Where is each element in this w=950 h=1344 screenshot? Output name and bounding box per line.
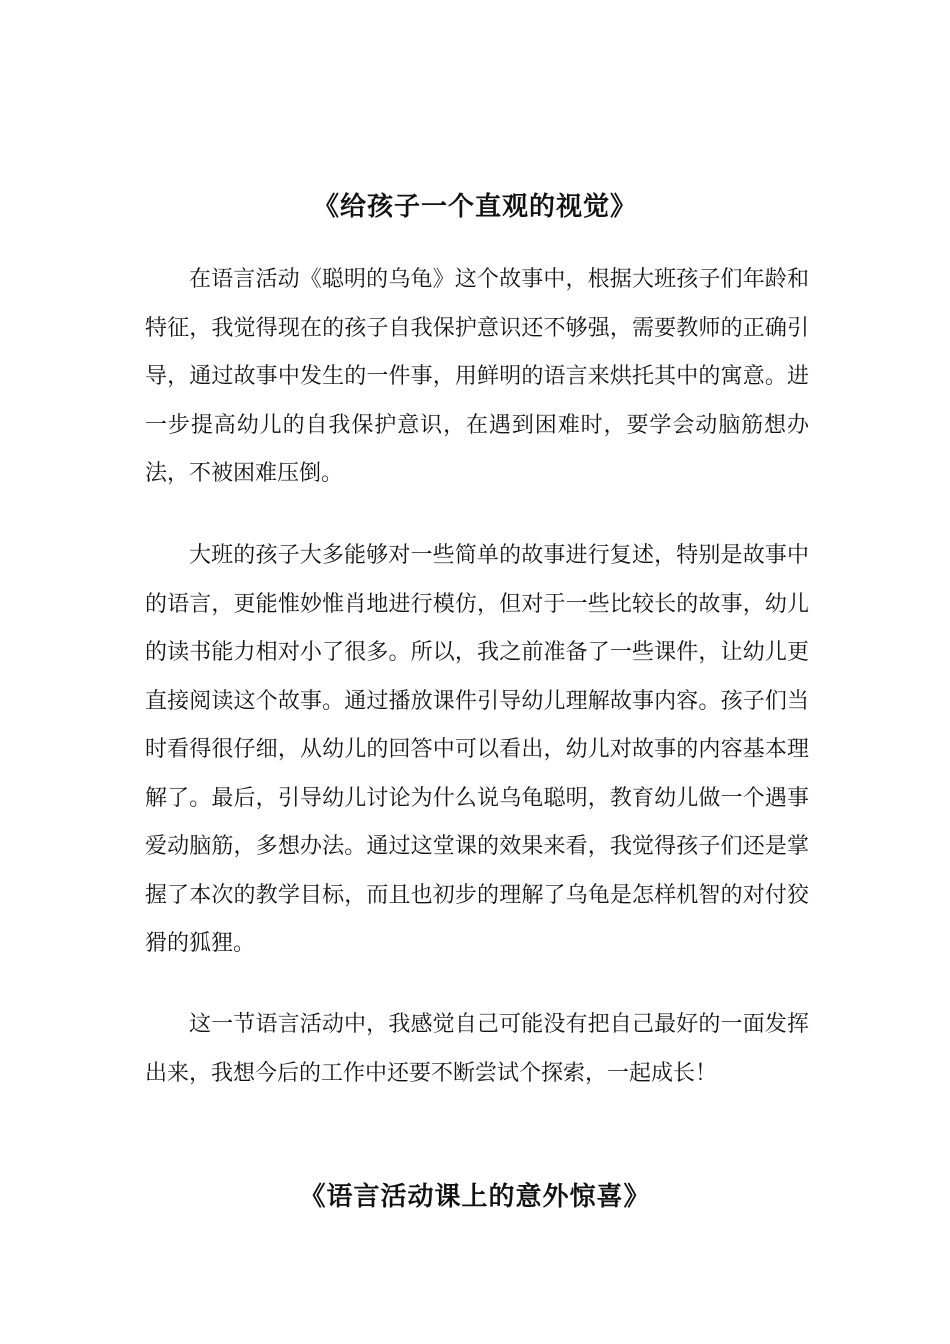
document-title: 《给孩子一个直观的视觉》 xyxy=(312,192,637,222)
paragraph-intro: 在语言活动《聪明的乌龟》这个故事中，根据大班孩子们年龄和特征，我觉得现在的孩子自我保护意识还不够强，需要教师的正确引导，通过故事中发生的一件事，用鲜明的语言来烘托其中的寓意。进一步提高幼儿的自我保护意识，在遇到困难时，要学会动脑筋想办法，不被困难压倒。 xyxy=(145,267,809,486)
paragraph-reflection: 大班的孩子大多能够对一些简单的故事进行复述，特别是故事中的语言，更能惟妙惟肖地进行模仿，但对于一些比较长的故事，幼儿的读书能力相对小了很多。所以，我之前准备了一些课件，让幼儿更直接阅读这个故事。通过播放课件引导幼儿理解故事内容。孩子们当时看得很仔细，从幼儿的回答中可以看出，幼儿对故事的内容基本理解了。最后，引导幼儿讨论为什么说乌龟聪明，教育幼儿做一个遇事爱动脑筋，多想办法。通过这堂课的效果来看，我觉得孩子们还是掌握了本次的教学目标，而且也初步的理解了乌龟是怎样机智的对付狡猾的狐狸。 xyxy=(145,543,809,956)
paragraph-conclusion: 这一节语言活动中，我感觉自己可能没有把自己最好的一面发挥出来，我想今后的工作中还要不断尝试个探索，一起成长！ xyxy=(145,1012,809,1086)
next-section-title: 《语言活动课上的意外惊喜》 xyxy=(299,1182,651,1212)
